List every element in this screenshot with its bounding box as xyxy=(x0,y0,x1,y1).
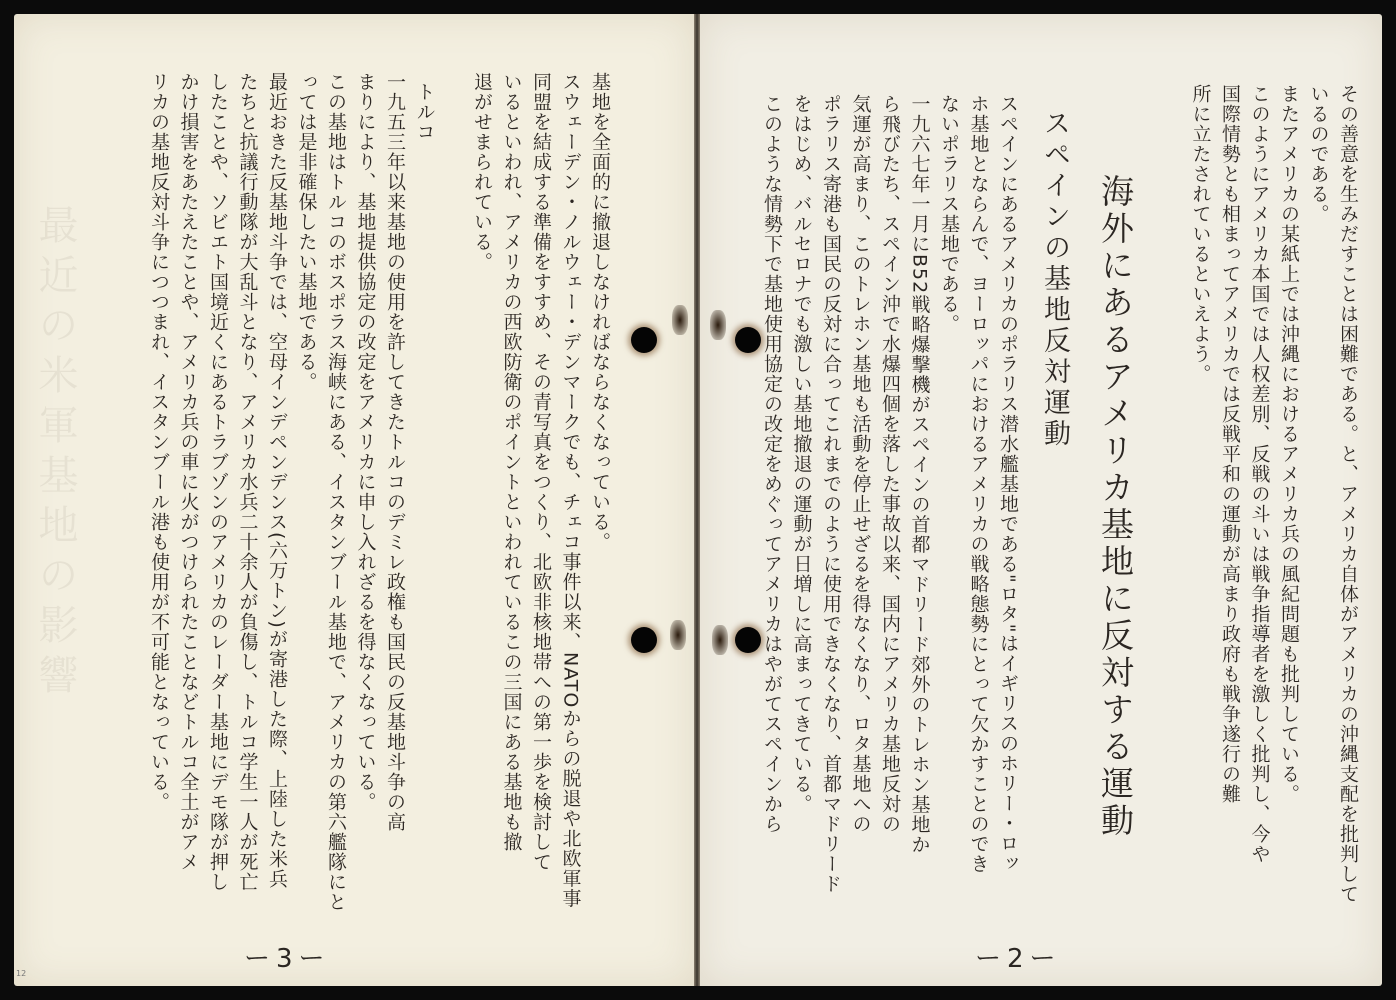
text-column: 一九五三年以来基地の使用を許してきたトルコのデミレ政権も国民の反基地斗争の高 xyxy=(384,72,406,832)
text-column: たちと抗議行動隊が大乱斗となり、アメリカ水兵二十余人が負傷し、トルコ学生一人が死亡 xyxy=(236,72,259,892)
binding-hole xyxy=(631,327,657,353)
binding-hole xyxy=(735,627,761,653)
right-page xyxy=(700,14,1382,986)
burn-mark xyxy=(670,620,686,650)
margin-mark: 12 xyxy=(16,969,27,978)
binding-hole xyxy=(735,327,761,353)
text-column: いるといわれ、アメリカの西欧防衛のポイントといわれているこの三国にある基地も撤 xyxy=(500,72,523,852)
text-column: リカの基地反対斗争につつまれ、イスタンブール港も使用が不可能となっている。 xyxy=(148,72,170,812)
text-column: かけ損害をあたえたことや、アメリカ兵の車に火がつけられたことなどトルコ全土がアメ xyxy=(177,72,200,872)
text-column: したことや、ソビエト国境近くにあるトラブゾンのアメリカのレーダー基地にデモ隊が押し xyxy=(207,72,229,892)
binding-hole xyxy=(631,627,657,653)
text-column: この基地はトルコのボスポラス海峡にある、イスタンブール基地で、アメリカの第六艦隊にと xyxy=(325,72,347,912)
text-column: またアメリカの某紙上では沖縄におけるアメリカ兵の風紀問題も批判している。 xyxy=(1278,84,1300,804)
text-column: 一九六七年一月にB52戦略爆撃機がスペインの首都マドリード郊外のトレホン基地か xyxy=(908,94,931,855)
burn-mark xyxy=(710,310,726,340)
text-column: ホ基地とならんで、ヨーロッパにおけるアメリカの戦略態勢にとって欠かすことのでき xyxy=(967,94,990,874)
text-column: 気運が高まり、このトレホン基地も活動を停止せざるを得なくなり、ロタ基地への xyxy=(849,94,872,834)
text-column: 所に立たされているといえよう。 xyxy=(1189,84,1212,384)
text-column: スウェーデン・ノルウェー・デンマークでも、チェコ事件以来、NATOからの脱退や北欧軍事 xyxy=(559,72,582,909)
text-column: ら飛びたち、スペイン沖で水爆四個を落した事故以来、国内にアメリカ基地反対の xyxy=(879,94,901,834)
section-heading-turkey: トルコ xyxy=(413,82,436,142)
page-number-left: ー3ー xyxy=(244,944,331,974)
right-page-intro xyxy=(1185,84,1362,954)
text-column: 最近おきた反基地斗争では、空母インデペンデンス(六万トン)が寄港した際、上陸した米兵 xyxy=(266,72,288,889)
main-heading: 海外にあるアメリカ基地に反対する運動 xyxy=(1096,174,1135,840)
text-column: このような情勢下で基地使用協定の改定をめぐってアメリカはやがてスペインから xyxy=(761,94,783,834)
text-column: いるのである。 xyxy=(1307,84,1330,224)
burn-mark xyxy=(672,305,688,335)
text-column: このようにアメリカ本国では人权差別、反戦の斗いは戦争指導者を激しく批判し、今や xyxy=(1248,84,1271,864)
page-number-right: ー2ー xyxy=(975,944,1062,974)
text-column: っては是非確保したい基地である。 xyxy=(295,72,318,392)
burn-mark xyxy=(712,625,728,655)
sub-heading: スペインの基地反対運動 xyxy=(1039,109,1070,450)
text-column: まりにより、基地提供協定の改定をアメリカに申し入れざるを得なくなっている。 xyxy=(354,72,377,812)
text-column: 退がせまられている。 xyxy=(471,72,493,272)
text-column: その善意を生みだすことは困難である。と、アメリカ自体がアメリカの沖縄支配を批判して xyxy=(1337,84,1359,904)
text-column: 同盟を結成する準備をすすめ、その青写真をつくり、北欧非核地帯への第一歩を検討して xyxy=(530,72,552,872)
text-column: をはじめ、バルセロナでも激しい基地撤退の運動が日増しに高まってきている。 xyxy=(790,94,813,814)
left-page-text xyxy=(144,72,615,942)
left-page xyxy=(14,14,694,986)
text-column: ないポラリス基地である。 xyxy=(938,94,960,334)
text-column: 基地を全面的に撤退しなければならなくなっている。 xyxy=(589,72,611,552)
text-column: 国際情勢とも相まってアメリカでは反戦平和の運動が高まり政府も戦争遂行の難 xyxy=(1219,84,1241,804)
text-column: スペインにあるアメリカのポラリス潜水艦基地である"ロタ"はイギリスのホリー・ロッ xyxy=(997,94,1019,874)
bleed-through-text: 最近の米軍基地の影響 xyxy=(32,204,78,704)
text-column: ポラリス寄港も国民の反対に合ってこれまでのように使用できなくなり、首都マドリード xyxy=(820,94,842,894)
right-page-body xyxy=(757,94,1023,934)
